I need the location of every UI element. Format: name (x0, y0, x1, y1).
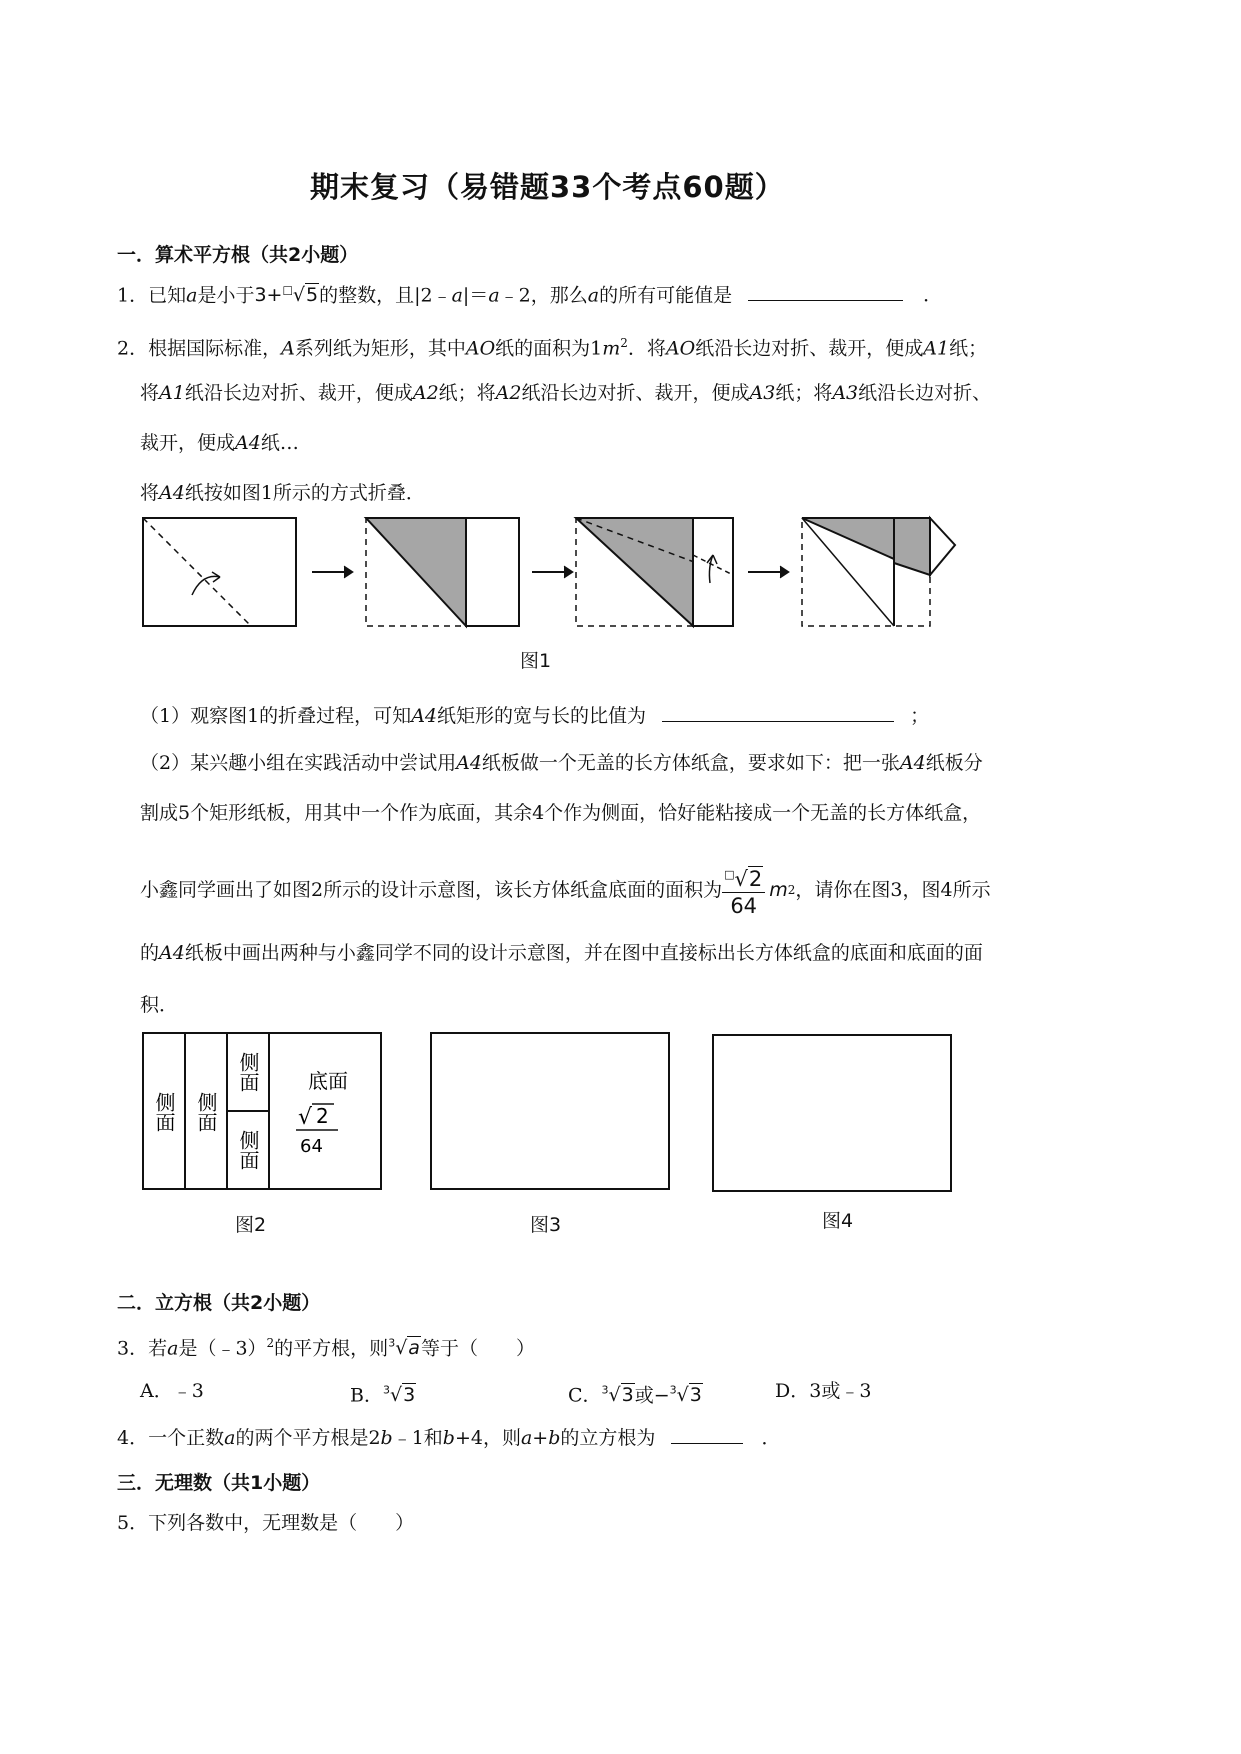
figure-2-design (140, 1030, 385, 1195)
bottom-label: 底面 (308, 1069, 348, 1093)
fold-step-2 (366, 518, 519, 626)
question-2-line-1: 2．根据国际标准，A系列纸为矩形，其中AO纸的面积为$1m^2$．将AO纸沿长边对折、裁开，便成A1纸； (117, 336, 988, 360)
side-label: 侧面 (194, 1092, 218, 1132)
question-2-part-2-line-4: 的A4纸板中画出两种与小鑫同学不同的设计示意图，并在图中直接标出长方体纸盒的底面和底面的面 (140, 942, 983, 964)
option-d[interactable]: D．3或﹣3 (775, 1380, 872, 1402)
question-2-line-2: 将A1纸沿长边对折、裁开，便成A2纸；将A2纸沿长边对折、裁开，便成A3纸；将A3纸沿长边对折、 (140, 382, 992, 404)
figure-2-label: 图2 (235, 1214, 267, 1236)
question-4: 4．一个正数a的两个平方根是2b﹣1和b+4，则a+b的立方根为 ． (117, 1427, 781, 1449)
fraction-numerator: 2 (316, 1104, 329, 1128)
option-a[interactable]: A．﹣3 (140, 1380, 204, 1402)
side-label: 侧面 (152, 1092, 176, 1132)
question-2-part-2-line-3: 小鑫同学画出了如图2所示的设计示意图，该长方体纸盒底面的面积为 $\frac{^□√2}{64}$ m 2 ，请你在图3，图4所示 (140, 860, 991, 920)
question-number: 3． (117, 1337, 149, 1360)
answer-blank[interactable] (671, 1443, 743, 1444)
area-fraction: $\frac{^□√2}{64}$ (722, 862, 765, 919)
fold-step-3 (576, 518, 733, 626)
section-heading-1: 一．算术平方根（共2小题） (117, 244, 359, 266)
answer-blank[interactable] (662, 721, 894, 722)
question-2-part-2-line-5: 积． (140, 994, 179, 1016)
figure-1-folding-process (140, 515, 990, 635)
question-2-part-2-line-2: 割成5个矩形纸板，用其中一个作为底面，其余4个作为侧面，恰好能粘接成一个无盖的长方体纸盒， (140, 802, 982, 824)
sqrt-sign: √ (298, 1105, 313, 1130)
side-label: 侧面 (236, 1052, 260, 1092)
figure-1-label: 图1 (520, 650, 552, 672)
question-3: 3．若a是（﹣3）$^2$的平方根，则$^3$√a等于（ ） (117, 1336, 535, 1360)
arrow-icon (312, 566, 353, 578)
fraction-denominator: 64 (300, 1136, 323, 1157)
question-number: 1． (117, 284, 149, 307)
fold-step-4 (802, 518, 955, 626)
fold-step-1 (143, 518, 296, 626)
figure-4-label: 图4 (822, 1210, 854, 1232)
option-b[interactable]: B．$^3$√3 (350, 1384, 416, 1407)
option-c[interactable]: C．$^3$√3或−$^3$√3 (568, 1384, 702, 1407)
question-2-line-4: 将A4纸按如图1所示的方式折叠． (140, 482, 425, 504)
question-2-line-3: 裁开，便成A4纸… (140, 432, 299, 454)
question-2-part-2-line-1: （2）某兴趣小组在实践活动中尝试用A4纸板做一个无盖的长方体纸盒，要求如下：把一张A4纸板分 (140, 752, 983, 774)
figure-4-blank-board[interactable] (710, 1032, 955, 1197)
answer-blank[interactable] (748, 300, 903, 301)
question-number: 2． (117, 337, 149, 360)
page-title: 期末复习（易错题33个考点60题） (310, 170, 785, 204)
section-heading-2: 二．立方根（共2小题） (117, 1292, 321, 1314)
side-label: 侧面 (236, 1130, 260, 1170)
question-5: 5．下列各数中，无理数是（ ） (117, 1512, 415, 1534)
arrow-icon (532, 566, 573, 578)
question-number: 5． (117, 1512, 149, 1534)
figure-3-blank-board[interactable] (428, 1030, 673, 1195)
figure-3-label: 图3 (530, 1214, 562, 1236)
question-1: 1．已知a是小于3+□√5的整数，且|2﹣a|＝a﹣2，那么a的所有可能值是 ． (117, 284, 943, 307)
arrow-icon (748, 566, 789, 578)
question-2-part-1: （1）观察图1的折叠过程，可知A4纸矩形的宽与长的比值为 ； (140, 705, 930, 727)
question-number: 4． (117, 1427, 149, 1449)
math-expression: 3+□√5 (254, 284, 319, 307)
section-heading-3: 三．无理数（共1小题） (117, 1472, 321, 1494)
